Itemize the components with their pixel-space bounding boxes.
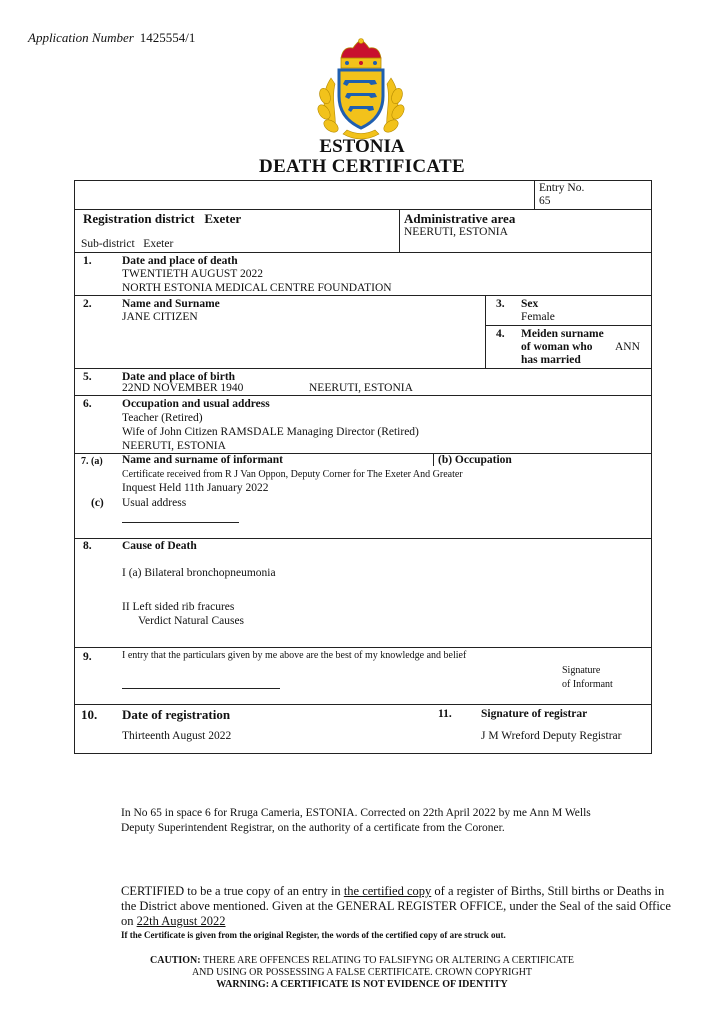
birth-date: 22ND NOVEMBER 1940: [122, 382, 244, 394]
caution-label: CAUTION:: [150, 955, 201, 966]
certificate-country: ESTONIA: [319, 136, 405, 157]
certification-part: of a register of Births, Still births or Deaths in the District above mentioned. Given at the GENERAL REGISTER OFFICE, under the Seal of the said Office on: [121, 884, 671, 928]
field-number: 8.: [83, 540, 92, 552]
field-number: 1.: [83, 255, 92, 267]
form-divider: [534, 181, 535, 209]
death-place: NORTH ESTONIA MEDICAL CENTRE FOUNDATION: [122, 282, 392, 294]
field-number: 5.: [83, 371, 92, 383]
date-of-registration-value: Thirteenth August 2022: [122, 730, 232, 742]
field-number: 4.: [496, 328, 505, 340]
correction-note: In No 65 in space 6 for Rruga Cameria, ESTONIA. Corrected on 22th April 2022 by me Ann M Wells Deputy Superintendent Registrar, on the authority of a certificate from the Coroner.: [121, 807, 591, 834]
usual-address-label: Usual address: [122, 497, 187, 509]
form-divider: [75, 209, 651, 210]
administrative-area-value: NEERUTI, ESTONIA: [404, 226, 508, 238]
informant-name-label: Name and surname of informant: [122, 454, 283, 466]
form-divider: [75, 704, 651, 705]
informant-occupation-label: (b) Occupation: [438, 454, 512, 466]
caution-line: [0, 955, 724, 967]
form-divider: [75, 647, 651, 648]
maiden-surname-label: has married: [521, 354, 581, 366]
maiden-surname-value: ANN: [615, 341, 640, 353]
birth-date-place-label: Date and place of birth: [122, 371, 236, 383]
registration-district: [83, 212, 241, 226]
form-divider: [75, 538, 651, 539]
certification-underlined: the certified copy: [343, 884, 432, 898]
field-sublabel: (c): [91, 497, 104, 509]
death-date: TWENTIETH AUGUST 2022: [122, 268, 263, 280]
certificate-title: DEATH CERTIFICATE: [259, 156, 465, 177]
form-divider: [433, 453, 434, 466]
form-divider: [75, 252, 651, 253]
administrative-area-label: Administrative area: [404, 211, 516, 226]
registrar-signature-label: Signature of registrar: [481, 708, 588, 720]
field-number: 2.: [83, 298, 92, 310]
name-value: JANE CITIZEN: [122, 311, 198, 323]
maiden-surname-label: of woman who: [521, 341, 593, 353]
occupation-line: NEERUTI, ESTONIA: [122, 440, 226, 452]
application-number-label: Application Number: [28, 30, 134, 45]
verdict: Verdict Natural Causes: [138, 615, 245, 627]
entry-number-label: Entry No.: [539, 182, 585, 194]
certification-date: 22th August 2022: [136, 914, 226, 928]
name-label: Name and Surname: [122, 298, 220, 310]
registration-district-value: Exeter: [204, 211, 242, 226]
struck-out-note: If the Certificate is given from the original Register, the words of the certified copy of are struck out.: [121, 930, 506, 940]
sub-district-value: Exeter: [143, 238, 174, 250]
sex-value: Female: [521, 311, 555, 323]
date-of-registration-label: Date of registration: [122, 707, 231, 722]
field-number: 7. (a): [81, 456, 103, 467]
field-number: 9.: [83, 651, 92, 663]
informant-details: Certificate received from R J Van Oppon, Deputy Corner for The Exeter And Greater: [122, 469, 463, 480]
signature-informant-label: Signature: [562, 665, 601, 676]
form-divider: [399, 209, 400, 252]
caution-line: AND USING OR POSSESSING A FALSE CERTIFICATE. CROWN COPYRIGHT: [191, 967, 533, 978]
occupation-line: Teacher (Retired): [122, 412, 203, 424]
entry-number-value: 65: [539, 195, 551, 207]
occupation-label: Occupation and usual address: [122, 398, 270, 410]
informant-inquest: Inquest Held 11th January 2022: [122, 482, 269, 494]
caution-text: THERE ARE OFFENCES RELATING TO FALSIFYNG OR ALTERING A CERTIFICATE: [202, 955, 574, 966]
cause-part-2: II Left sided rib fracures: [122, 601, 235, 613]
warning-line: WARNING: A CERTIFICATE IS NOT EVIDENCE OF IDENTITY: [216, 979, 508, 990]
sub-district-label: Sub-district: [81, 238, 135, 250]
form-divider: [75, 368, 651, 369]
field-number: 3.: [496, 298, 505, 310]
application-number-value: 1425554/1: [139, 30, 196, 45]
registration-district-label: Registration district: [83, 211, 195, 226]
form-divider: [485, 295, 486, 368]
declaration-text: I entry that the particulars given by me above are the best of my knowledge and belief: [122, 650, 467, 661]
cause-of-death-label: Cause of Death: [122, 540, 197, 552]
field-number: 6.: [83, 398, 92, 410]
application-number: [28, 30, 195, 46]
form-divider: [485, 325, 652, 326]
death-date-place-label: Date and place of death: [122, 255, 238, 267]
estonia-coat-of-arms-emblem: [313, 38, 409, 142]
maiden-surname-label: Meiden surname: [521, 328, 604, 340]
caution-block: [0, 955, 724, 991]
sex-label: Sex: [521, 298, 539, 310]
field-number: 10.: [81, 707, 98, 722]
death-certificate-form: [74, 180, 652, 754]
signature-informant-label: of Informant: [562, 679, 613, 690]
usual-address-line: [122, 522, 239, 523]
field-number: 11.: [438, 708, 452, 720]
occupation-line: Wife of John Citizen RAMSDALE Managing Director (Retired): [122, 426, 419, 438]
sub-district: [81, 238, 173, 252]
cause-part-1: I (a) Bilateral bronchopneumonia: [122, 567, 276, 579]
certification-text: [121, 884, 681, 929]
birth-place: NEERUTI, ESTONIA: [309, 382, 413, 394]
certification-part: CERTIFIED to be a true copy of an entry in: [121, 884, 344, 898]
informant-signature-line: [122, 688, 280, 689]
registrar-signature-value: J M Wreford Deputy Registrar: [481, 730, 622, 742]
